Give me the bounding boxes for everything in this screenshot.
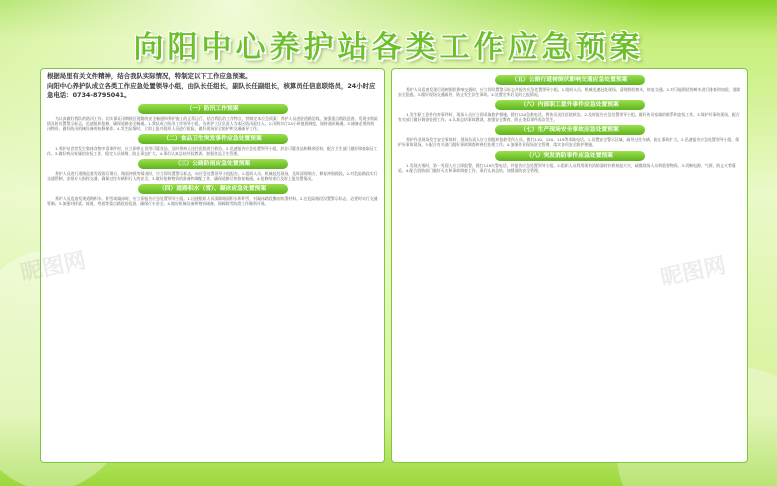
poster-title: 向阳中心养护站各类工作应急预案 [133, 30, 644, 65]
section-title: （八）突发消防事件应急处置预案 [495, 151, 645, 161]
section-text: 为认真做好我队的防汛工作，切实保证汛期辖区道路的安全畅通和养护施工的正常运行，结合我队的工作特点，特制定本应急预案：养护人员进驻道路沿线，加强重点路段巡查，发现水毁险情及时设置警示标志，迅速组织抢修，确保道路安全畅通。1.我队成立防汛工作领导小组，各养护工区负责人为本区防汛责任人。2.汛期实行24小时值班制度，保持通讯畅通。3.储备必要的防汛物资，做好防汛机械设备的检修保养。4.发生险情时，立即上报并组织人员进行抢险，做好现场安全防护和交通疏导工作。 [47, 115, 378, 131]
watermark-left: 昵图网 [18, 248, 89, 287]
section-block [47, 104, 378, 131]
section-text: 养护人员巡查发现行道树倒伏影响交通时，应立即设置警示标志并报告应急处置领导小组。1.组织人员、机械迅速赶赴现场，清理倒伏树木，恢复交通。2.对可能倒伏的树木进行排查和加固，消除安全隐患。3.做好现场交通疏导，防止发生次生事故。4.处置完毕后及时上报情况。 [398, 87, 741, 98]
section-text: 养护人员进行道路巡查发现雨后塌方、路面冲毁等情况时，应立即设置警示标志，向应急处置领导小组报告。1.组织人员、机械赶赴现场，及时清理塌方，修复冲毁路段。2.对危险路段实行交通管制，安排专人指挥交通，确保过往车辆和行人的安全。3.做好抢修物资的准备和调配工作，确保道路尽快恢复畅通。4.抢修结束后及时上报处置情况。 [47, 170, 378, 182]
section-block [398, 100, 741, 122]
section-block [398, 75, 741, 97]
section-block [398, 151, 741, 173]
section-text: 1.发生职工意外伤害事件时，现场人员应立即采取救护措施，拨打120急救电话，将伤员送往医院救治。2.及时报告应急处置领导小组，做好伤员家属的联系和安抚工作。3.保护好事故现场，配合有关部门做好调查处理工作。4.认真总结事故教训，加强安全教育，防止类似事件再次发生。 [398, 112, 740, 123]
section-block [47, 159, 378, 181]
section-title: （一）防汛工作预案 [138, 104, 288, 114]
section-title: （三）公路防雨应急处置预案 [138, 159, 288, 169]
section-text: 养护作业现场发生安全事故时，现场负责人应立即组织抢救受伤人员，拨打110、120、119等求助电话。1.设置安全警示区域，疏导过往车辆，防止事故扩大。2.迅速报告应急处置领导小组，保护好事故现场。3.配合有关部门做好事故调查和善后处理工作。4.加强作业现场安全管理，落实各项安全防护措施。 [398, 137, 740, 148]
intro-line-1: 根据局里有关文件精神，结合我队实际情况，特制定以下工作应急预案。 [47, 72, 252, 80]
emergency-phone: 0734-8795041 [72, 91, 125, 99]
section-text: 养护人员巡查发现道路积水、积雪或凝冰时，应立即报告应急处置领导小组。1.迅速组织人员清除路面积水和积雪，对凝冰路段撒布防滑材料。2.在危险路段设置警示标志，必要时实行交通管制。3.加强对桥梁、坡道、弯道等重点路段的巡查，确保行车安全。4.做好机械设备和物资储备，保障除雪防滑工作顺利开展。 [47, 196, 378, 207]
section-title: （六）内部职工意外事件应急处置预案 [495, 100, 645, 110]
section-text: 1.养护站食堂发生集体食物中毒事件时，应立即停止食用可疑食品，及时将病人送往医院进行救治。2.迅速报告应急处置领导小组，封存可疑食品和剩余原料，配合卫生部门做好调查取证工作。3.做好病员家属的安抚工作，稳定人员情绪，防止事态扩大。4.事后认真总结经验教训，加强食品卫生管理。 [47, 145, 378, 156]
intro-leadership: 向阳中心养护队成立各类工作应急处置领导小组，由队长任组长，副队长任副组长，核算员任信息联络员，24小时应急电话： [47, 81, 376, 99]
section-title: （二）食品卫生突发事件应急处置预案 [138, 134, 288, 144]
section-title: （五）公路行道树倒伏影响交通应急处置预案 [495, 75, 645, 85]
section-block [47, 184, 378, 206]
section-block [398, 125, 741, 147]
section-text: 1.发现火情时，第一发现人应立即报警，拨打119火警电话，并报告应急处置领导小组。2.组织人员利用现有消防器材扑救初起火灾，疏散现场人员和重要物资。3.切断电源、气源，防止火势蔓延。4.配合消防部门做好灭火和事故调查工作，事后认真总结，加强消防安全管理。 [398, 162, 736, 173]
intro-line-end: 。 [124, 91, 131, 99]
section-block [47, 134, 378, 156]
section-title: （七）生产现场安全事故应急处置预案 [495, 125, 645, 135]
watermark-right: 昵图网 [658, 253, 729, 292]
intro-line-2 [47, 82, 378, 101]
section-title: （四）道路积水（雪）、凝冰应急处置预案 [138, 184, 288, 194]
left-content-panel [40, 68, 385, 463]
